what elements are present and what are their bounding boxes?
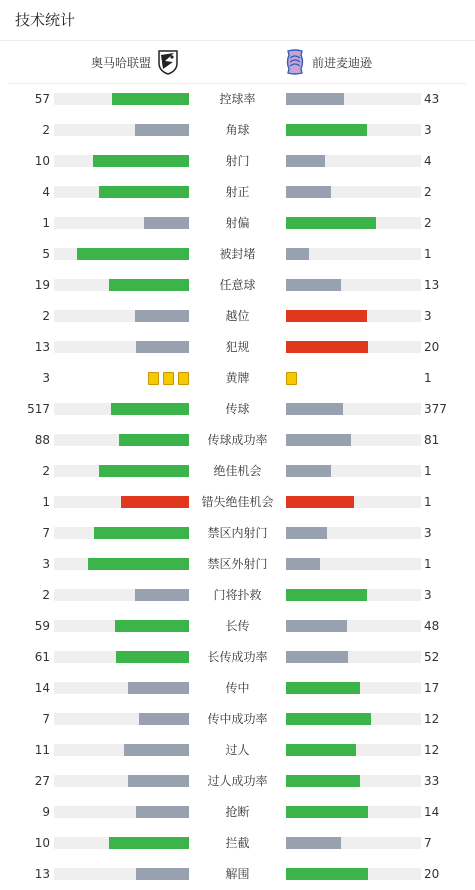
away-bar-fill [286,279,341,291]
home-bar-fill [124,744,189,756]
home-bar-fill [77,248,189,260]
stat-row [0,239,475,270]
stat-label: 解围 [225,867,250,881]
stat-label: 禁区外射门 [207,557,268,571]
home-bar-track [54,341,189,353]
home-stat-value: 1 [42,216,50,230]
teams-header [9,41,466,84]
home-bar-track [54,651,189,663]
stat-row [0,332,475,363]
away-stat-value: 7 [424,836,432,850]
away-bar-track [286,744,421,756]
away-bar-fill [286,155,325,167]
away-stat-value: 20 [424,867,440,881]
away-bar-track [286,837,421,849]
stat-label: 绝佳机会 [213,464,262,478]
away-bar-track [286,713,421,725]
home-bar-fill [135,310,189,322]
home-bar-track [54,310,189,322]
stat-label: 长传成功率 [207,650,268,664]
stat-label: 射偏 [225,216,250,230]
stat-label: 过人 [225,743,250,757]
away-bar-track [286,279,421,291]
home-stat-value: 57 [34,92,50,106]
home-stat-value: 3 [42,557,50,571]
away-bar-fill [286,558,320,570]
away-stat-value: 1 [424,495,432,509]
home-bar-track [54,124,189,136]
stat-label: 控球率 [219,92,256,106]
home-bar-track [54,527,189,539]
stat-row [0,797,475,828]
away-stat-value: 48 [424,619,440,633]
home-bar-fill [99,186,189,198]
home-bar-fill [93,155,189,167]
away-bar-track [286,403,421,415]
away-bar-fill [286,775,360,787]
away-bar-track [286,868,421,880]
home-bar-fill [128,682,189,694]
home-bar-fill [121,496,189,508]
stat-label: 传中成功率 [207,712,268,726]
yellow-card-icon [148,372,159,385]
away-bar-track [286,124,421,136]
home-stat-value: 14 [34,681,50,695]
home-bar-track [54,465,189,477]
away-stat-value: 12 [424,743,440,757]
stat-label: 传中 [225,681,250,695]
stat-row [0,301,475,332]
away-stat-value: 13 [424,278,440,292]
home-team-name: 奥马哈联盟 [90,55,151,70]
away-bar-track [286,558,421,570]
stat-row [0,487,475,518]
home-stat-value: 3 [42,371,50,385]
home-bar-fill [119,434,189,446]
stat-row [0,580,475,611]
away-bar-fill [286,806,368,818]
away-stat-value: 3 [424,588,432,602]
home-stat-value: 27 [34,774,50,788]
away-bar-track [286,682,421,694]
home-stat-value: 19 [34,278,50,292]
home-bar-track [54,434,189,446]
away-bar-fill [286,93,344,105]
stat-row [0,673,475,704]
home-stat-value: 10 [34,154,50,168]
away-bar-track [286,651,421,663]
home-bar-fill [99,465,189,477]
home-bar-track [54,744,189,756]
stat-row [0,270,475,301]
stat-row [0,115,475,146]
away-bar-track [286,496,421,508]
away-bar-track [286,310,421,322]
home-team-crest-icon [157,49,179,75]
home-bar-track [54,186,189,198]
away-bar-fill [286,744,356,756]
away-team[interactable] [284,41,372,83]
away-bar-fill [286,620,347,632]
home-stat-value: 7 [42,526,50,540]
away-stat-value: 33 [424,774,440,788]
stat-label: 角球 [225,123,250,137]
home-bar-fill [112,93,189,105]
stat-row [0,177,475,208]
away-bar-track [286,434,421,446]
home-bar-fill [136,868,189,880]
away-bar-fill [286,124,367,136]
away-team-crest-icon [284,49,306,75]
stat-label: 越位 [225,309,250,323]
away-bar-track [286,620,421,632]
stat-label: 过人成功率 [207,774,268,788]
yellow-card-icon [286,372,297,385]
home-bar-track [54,496,189,508]
stat-row [0,611,475,642]
away-stat-value: 3 [424,123,432,137]
away-stat-value: 20 [424,340,440,354]
home-bar-track [54,589,189,601]
stat-label: 任意球 [219,278,256,292]
away-bar-track [286,806,421,818]
home-bar-fill [111,403,189,415]
yellow-card-icon [163,372,174,385]
away-stat-value: 1 [424,247,432,261]
home-stat-value: 5 [42,247,50,261]
stat-label: 射门 [225,154,250,168]
home-stat-value: 4 [42,185,50,199]
home-stat-value: 517 [27,402,50,416]
home-bar-track [54,93,189,105]
away-bar-track [286,775,421,787]
home-stat-value: 11 [34,743,50,757]
stat-row [0,208,475,239]
home-bar-track [54,868,189,880]
away-bar-fill [286,868,368,880]
page-title: 技术统计 [0,0,475,41]
away-bar-track [286,527,421,539]
stat-label: 门将扑救 [213,588,262,602]
away-bar-fill [286,651,348,663]
away-bar-track [286,93,421,105]
home-bar-fill [94,527,189,539]
away-stat-value: 2 [424,185,432,199]
stat-row [0,425,475,456]
home-bar-fill [109,837,189,849]
away-stat-value: 43 [424,92,440,106]
stat-label: 传球成功率 [207,433,268,447]
away-bar-track [286,589,421,601]
stat-label: 抢断 [225,805,250,819]
away-stat-value: 1 [424,464,432,478]
stat-row [0,363,475,394]
stat-row [0,146,475,177]
home-team[interactable] [91,41,179,83]
home-yellow-cards [148,372,189,384]
away-stat-value: 4 [424,154,432,168]
away-stat-value: 377 [424,402,447,416]
home-stat-value: 13 [34,867,50,881]
home-bar-fill [88,558,189,570]
home-bar-fill [136,806,189,818]
away-stat-value: 1 [424,371,432,385]
away-bar-fill [286,310,367,322]
home-bar-track [54,403,189,415]
home-bar-track [54,682,189,694]
home-stat-value: 61 [34,650,50,664]
away-stat-value: 3 [424,526,432,540]
home-bar-track [54,837,189,849]
home-stat-value: 7 [42,712,50,726]
home-bar-track [54,775,189,787]
home-stat-value: 88 [34,433,50,447]
away-bar-fill [286,434,351,446]
home-bar-track [54,217,189,229]
stat-label: 传球 [225,402,250,416]
home-bar-fill [135,589,189,601]
away-stat-value: 52 [424,650,440,664]
stat-row [0,859,475,890]
away-bar-fill [286,403,343,415]
stat-label: 犯规 [225,340,250,354]
away-bar-fill [286,186,331,198]
away-stat-value: 3 [424,309,432,323]
home-bar-track [54,155,189,167]
stat-label: 长传 [225,619,250,633]
stat-label: 被封堵 [219,247,256,261]
away-bar-track [286,341,421,353]
away-bar-fill [286,682,360,694]
home-bar-fill [128,775,189,787]
stats-list [0,84,475,890]
stat-row [0,704,475,735]
home-bar-track [54,279,189,291]
home-stat-value: 2 [42,588,50,602]
stat-label: 射正 [225,185,250,199]
home-stat-value: 2 [42,123,50,137]
home-bar-fill [109,279,189,291]
home-stat-value: 13 [34,340,50,354]
home-bar-fill [144,217,189,229]
home-stat-value: 1 [42,495,50,509]
stat-row [0,394,475,425]
away-bar-track [286,186,421,198]
stat-row [0,456,475,487]
away-stat-value: 2 [424,216,432,230]
away-bar-fill [286,465,331,477]
home-stat-value: 9 [42,805,50,819]
stat-row [0,766,475,797]
away-team-name: 前进麦迪逊 [312,55,373,70]
away-bar-fill [286,248,309,260]
away-yellow-cards [286,372,297,384]
away-bar-fill [286,837,341,849]
stat-label: 错失绝佳机会 [201,495,274,509]
home-bar-fill [136,341,189,353]
stat-row [0,84,475,115]
stat-label: 拦截 [225,836,250,850]
away-bar-fill [286,341,368,353]
away-bar-track [286,248,421,260]
home-stat-value: 2 [42,309,50,323]
home-bar-track [54,248,189,260]
home-stat-value: 59 [34,619,50,633]
home-bar-fill [116,651,189,663]
home-bar-track [54,806,189,818]
away-stat-value: 81 [424,433,440,447]
away-bar-fill [286,589,367,601]
away-bar-track [286,217,421,229]
home-bar-track [54,713,189,725]
stat-row [0,642,475,673]
home-bar-fill [135,124,189,136]
home-stat-value: 2 [42,464,50,478]
stat-label: 禁区内射门 [207,526,268,540]
away-bar-fill [286,496,354,508]
home-bar-track [54,620,189,632]
away-stat-value: 1 [424,557,432,571]
away-stat-value: 12 [424,712,440,726]
away-stat-value: 14 [424,805,440,819]
yellow-card-icon [178,372,189,385]
away-stat-value: 17 [424,681,440,695]
away-bar-fill [286,713,371,725]
away-bar-track [286,155,421,167]
stat-label: 黄牌 [225,371,250,385]
away-bar-track [286,465,421,477]
stat-row [0,518,475,549]
home-stat-value: 10 [34,836,50,850]
stat-row [0,828,475,859]
stat-row [0,549,475,580]
stat-row [0,735,475,766]
home-bar-fill [115,620,189,632]
away-bar-fill [286,217,376,229]
home-bar-fill [139,713,189,725]
away-bar-fill [286,527,327,539]
home-bar-track [54,558,189,570]
